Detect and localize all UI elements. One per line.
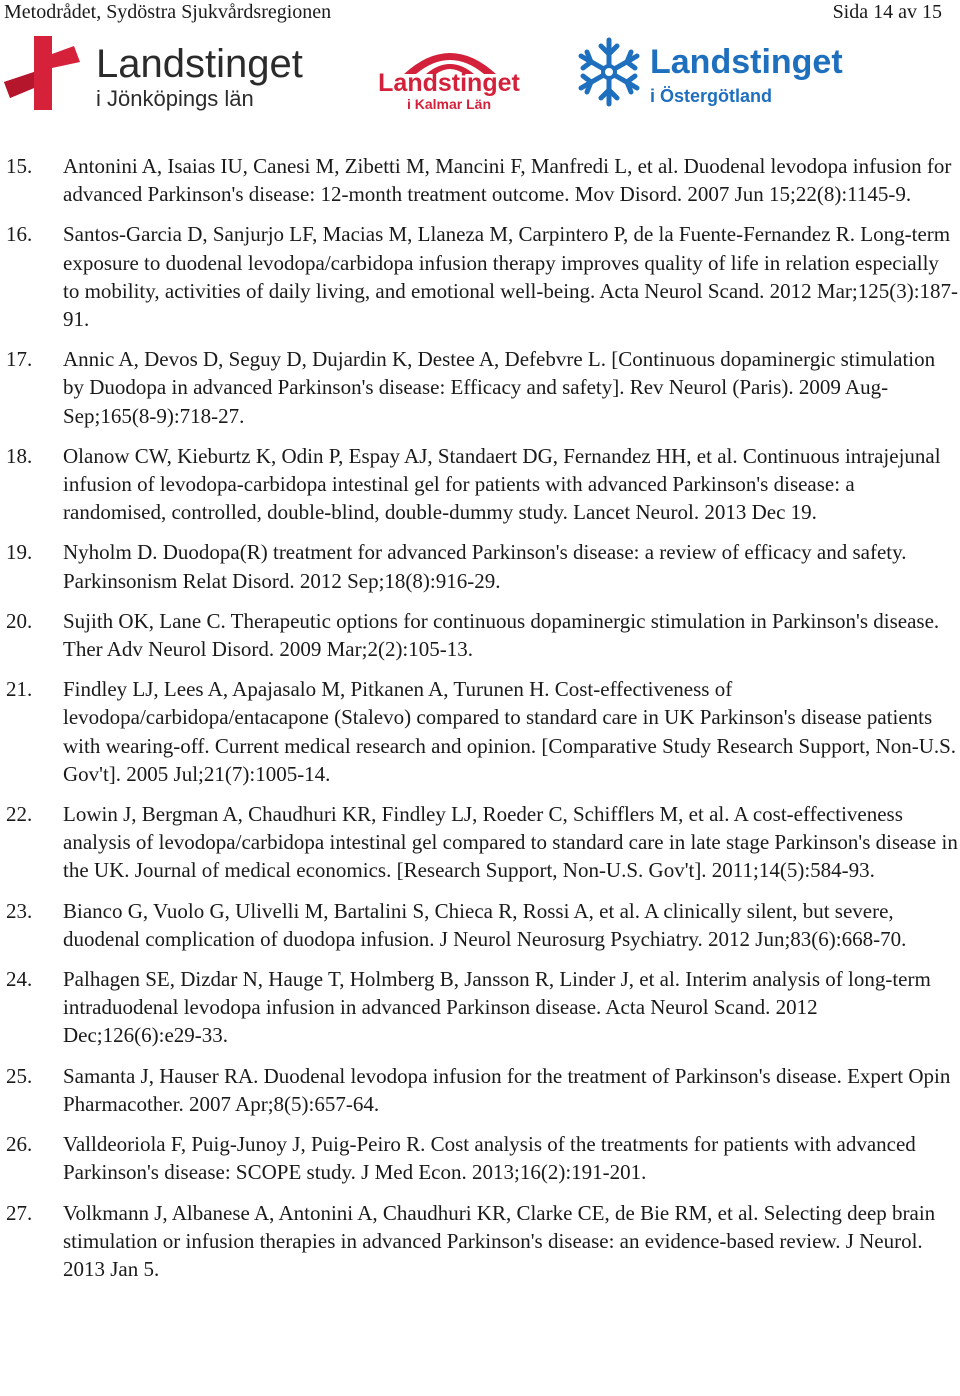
reference-text: Palhagen SE, Dizdar N, Hauge T, Holmberg B, Jansson R, Linder J, et al. Interim analysis of long-term intraduodenal levodopa infusion in advanced Parkinson disease. Acta Neurol Scand. 2012 Dec;126(6):e29-33. [63, 967, 931, 1048]
logo-ostergotland [576, 34, 876, 114]
logo-kalmar [372, 40, 532, 112]
jonkoping-logo-sub: i Jönköpings län [96, 86, 254, 111]
reference-text: Annic A, Devos D, Seguy D, Dujardin K, Destee A, Defebvre L. [Continuous dopaminergic stimulation by Duodopa in advanced Parkinson's disease: Efficacy and safety]. Rev Neurol (Paris). 2009 Aug-Sep;165(8-9):718-27. [63, 347, 936, 428]
ostergotland-logo-sub: i Östergötland [650, 86, 773, 106]
reference-item [6, 675, 960, 788]
reference-item [6, 1062, 960, 1118]
reference-item [6, 607, 960, 663]
logo-bar [0, 30, 960, 116]
reference-item [6, 442, 960, 527]
reference-item [6, 152, 960, 208]
reference-text: Findley LJ, Lees A, Apajasalo M, Pitkanen A, Turunen H. Cost-effectiveness of levodopa/carbidopa/entacapone (Stalevo) compared to standard care in UK Parkinson's disease patients with wearing-off. Current medical research and opinion. [Comparative Study Research Support, Non-U.S. Gov't]. 2005 Jul;21(7):1005-14. [63, 677, 957, 786]
reference-number: 22. [6, 802, 33, 827]
reference-number: 21. [6, 677, 33, 702]
reference-number: 23. [6, 898, 33, 923]
reference-item [6, 965, 960, 1050]
page-number: Sida 14 av 15 [832, 1, 942, 23]
kalmar-logo-name: Landstinget [378, 69, 520, 97]
reference-number: 18. [6, 443, 33, 468]
page-header [4, 0, 954, 28]
reference-text: Bianco G, Vuolo G, Ulivelli M, Bartalini S, Chieca R, Rossi A, et al. A clinically silent, but severe, duodenal complication of duodopa infusion. J Neurol Neurosurg Psychiatry. 2012 Jun;83(6):668-70. [63, 898, 907, 951]
reference-text: Nyholm D. Duodopa(R) treatment for advanced Parkinson's disease: a review of efficacy and safety. Parkinsonism Relat Disord. 2012 Sep;18(8):916-29. [63, 540, 907, 593]
reference-text: Santos-Garcia D, Sanjurjo LF, Macias M, Llaneza M, Carpintero P, de la Fuente-Fernandez R. Long-term exposure to duodenal levodopa/carbidopa infusion therapy improves quality of life in relation especially to mobility, activities of daily living, and emotional well-being. Acta Neurol Scand. 2012 Mar;125(3):187-91. [63, 222, 959, 332]
reference-item [6, 800, 960, 885]
reference-text: Olanow CW, Kieburtz K, Odin P, Espay AJ, Standaert DG, Fernandez HH, et al. Continuous intrajejunal infusion of levodopa-carbidopa intestinal gel for patients with advanced Parkinson's disease: a randomised, controlled, double-blind, double-dummy study. Lancet Neurol. 2013 Dec 19. [63, 443, 941, 525]
reference-list [6, 152, 960, 1295]
reference-number: 19. [6, 540, 33, 565]
reference-number: 25. [6, 1063, 33, 1088]
reference-number: 24. [6, 967, 33, 992]
ostergotland-logo-name: Landstinget [650, 43, 843, 81]
reference-text: Lowin J, Bergman A, Chaudhuri KR, Findley LJ, Roeder C, Schifflers M, et al. A cost-effectiveness analysis of levodopa/carbidopa intestinal gel compared to standard care in late stage Parkinson's disease in the UK. Journal of medical economics. [Research Support, Non-U.S. Gov't]. 2011;14(5):584-93. [63, 802, 958, 883]
snowflake-icon [576, 34, 642, 110]
reference-number: 27. [6, 1200, 33, 1225]
reference-item [6, 220, 960, 333]
kalmar-logo-sub: i Kalmar Län [406, 96, 492, 112]
jonkoping-logo-name: Landstinget [96, 42, 303, 86]
reference-item [6, 538, 960, 594]
document-source: Metodrådet, Sydöstra Sjukvårdsregionen [4, 1, 332, 23]
reference-item [6, 1130, 960, 1186]
reference-text: Volkmann J, Albanese A, Antonini A, Chaudhuri KR, Clarke CE, de Bie RM, et al. Selecting deep brain stimulation or infusion therapies in advanced Parkinson's disease: an evidence-based review. J Neurol. 2013 Jan 5. [63, 1200, 936, 1281]
red-cross-icon [4, 36, 82, 110]
reference-item [6, 897, 960, 953]
reference-number: 17. [6, 347, 33, 372]
reference-number: 15. [6, 154, 33, 178]
reference-item [6, 1199, 960, 1284]
reference-number: 16. [6, 222, 33, 247]
reference-item [6, 345, 960, 430]
reference-text: Samanta J, Hauser RA. Duodenal levodopa infusion for the treatment of Parkinson's disease. Expert Opin Pharmacother. 2007 Apr;8(5):657-64. [63, 1063, 951, 1116]
reference-number: 20. [6, 608, 33, 633]
reference-text: Antonini A, Isaias IU, Canesi M, Zibetti M, Mancini F, Manfredi L, et al. Duodenal levodopa infusion for advanced Parkinson's disease: 12-month treatment outcome. Mov Disord. 2007 Jun 15;22(8):1145-9. [63, 154, 952, 207]
reference-text: Sujith OK, Lane C. Therapeutic options for continuous dopaminergic stimulation in Parkinson's disease. Ther Adv Neurol Disord. 2009 Mar;2(2):105-13. [63, 608, 940, 662]
reference-text: Valldeoriola F, Puig-Junoy J, Puig-Peiro R. Cost analysis of the treatments for patients with advanced Parkinson's disease: SCOPE study. J Med Econ. 2013;16(2):191-201. [63, 1132, 916, 1185]
logo-jonkoping [4, 36, 334, 110]
reference-number: 26. [6, 1132, 33, 1157]
